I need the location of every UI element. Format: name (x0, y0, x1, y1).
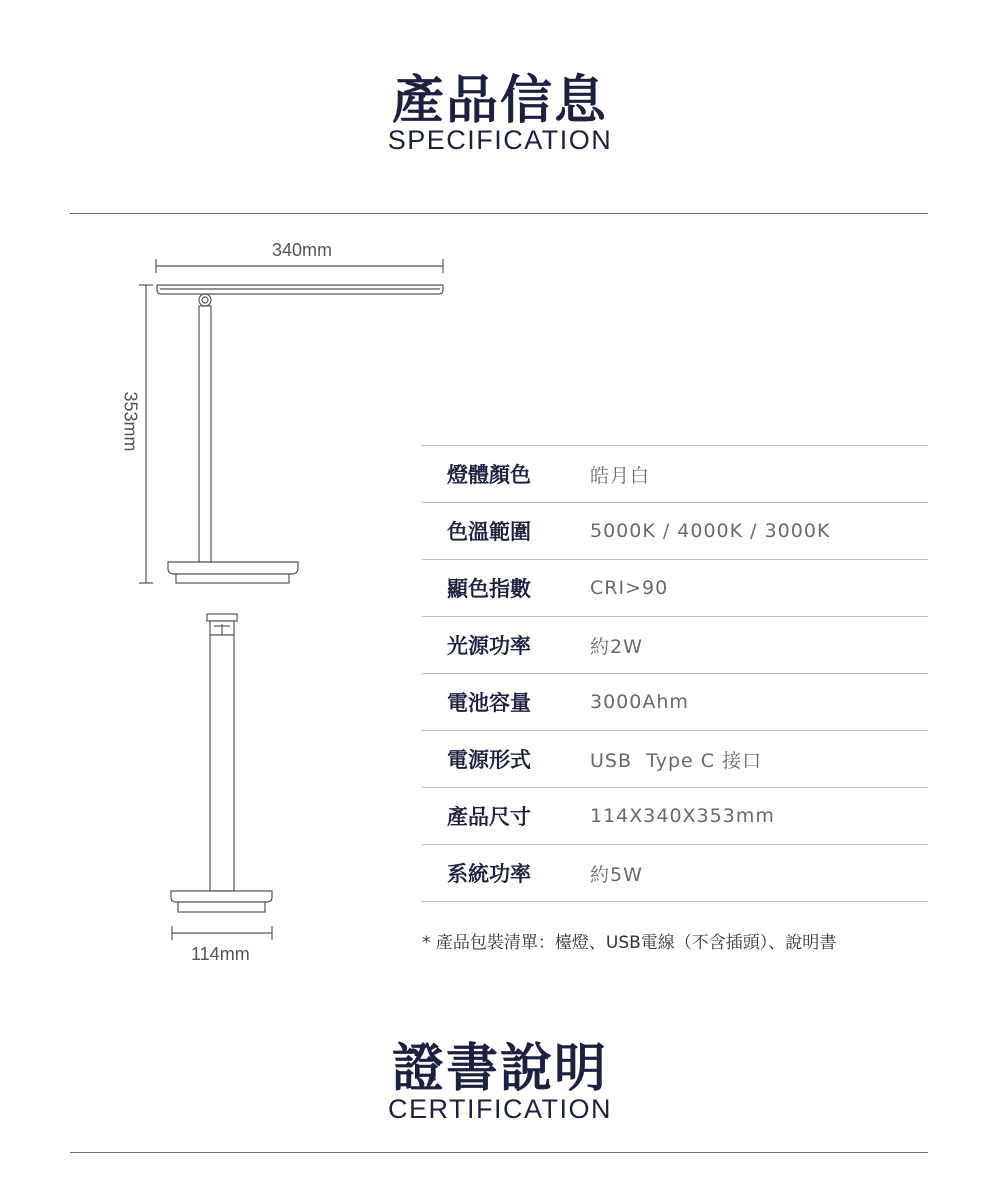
spec-value: CRI>90 (590, 577, 669, 599)
spec-label: 顯色指數 (447, 577, 531, 601)
spec-title-zh: 產品信息 (391, 71, 608, 131)
spec-value: 約2W (590, 635, 643, 658)
cert-title-zh: 證書說明 (391, 1039, 608, 1099)
spec-row (422, 788, 928, 845)
divider-bottom (70, 1152, 928, 1153)
spec-row (422, 731, 928, 788)
spec-value: 約5W (590, 863, 643, 886)
cert-title-en: CERTIFICATION (387, 1094, 612, 1124)
base-label: 114mm (191, 944, 250, 964)
spec-label: 光源功率 (447, 634, 531, 658)
height-label: 353mm (120, 391, 141, 452)
spec-label: 產品尺寸 (447, 805, 531, 829)
spec-title-en: SPECIFICATION (387, 125, 613, 155)
spec-value: 皓月白 (590, 464, 651, 487)
spec-label: 電池容量 (447, 691, 531, 715)
spec-value: USB Type C 接口 (590, 749, 763, 772)
spec-label: 系統功率 (447, 862, 531, 886)
spec-label: 色溫範圍 (447, 520, 531, 544)
spec-row (422, 503, 928, 560)
spec-row (422, 446, 928, 503)
spec-label: 電源形式 (447, 748, 531, 772)
spec-row (422, 617, 928, 674)
spec-value: 3000Ahm (590, 691, 689, 713)
spec-value: 114X340X353mm (590, 805, 775, 827)
spec-row (422, 674, 928, 731)
package-note: * 產品包裝清單：檯燈、USB電線（不含插頭）、說明書 (422, 933, 837, 953)
spec-label: 燈體顏色 (447, 463, 531, 487)
spec-row (422, 845, 928, 902)
lamp-front-view (171, 614, 272, 912)
width-label: 340mm (272, 240, 333, 260)
lamp-side-view (157, 285, 443, 583)
spec-value: 5000K / 4000K / 3000K (590, 520, 831, 542)
spec-row (422, 560, 928, 617)
spec-table (422, 445, 928, 902)
